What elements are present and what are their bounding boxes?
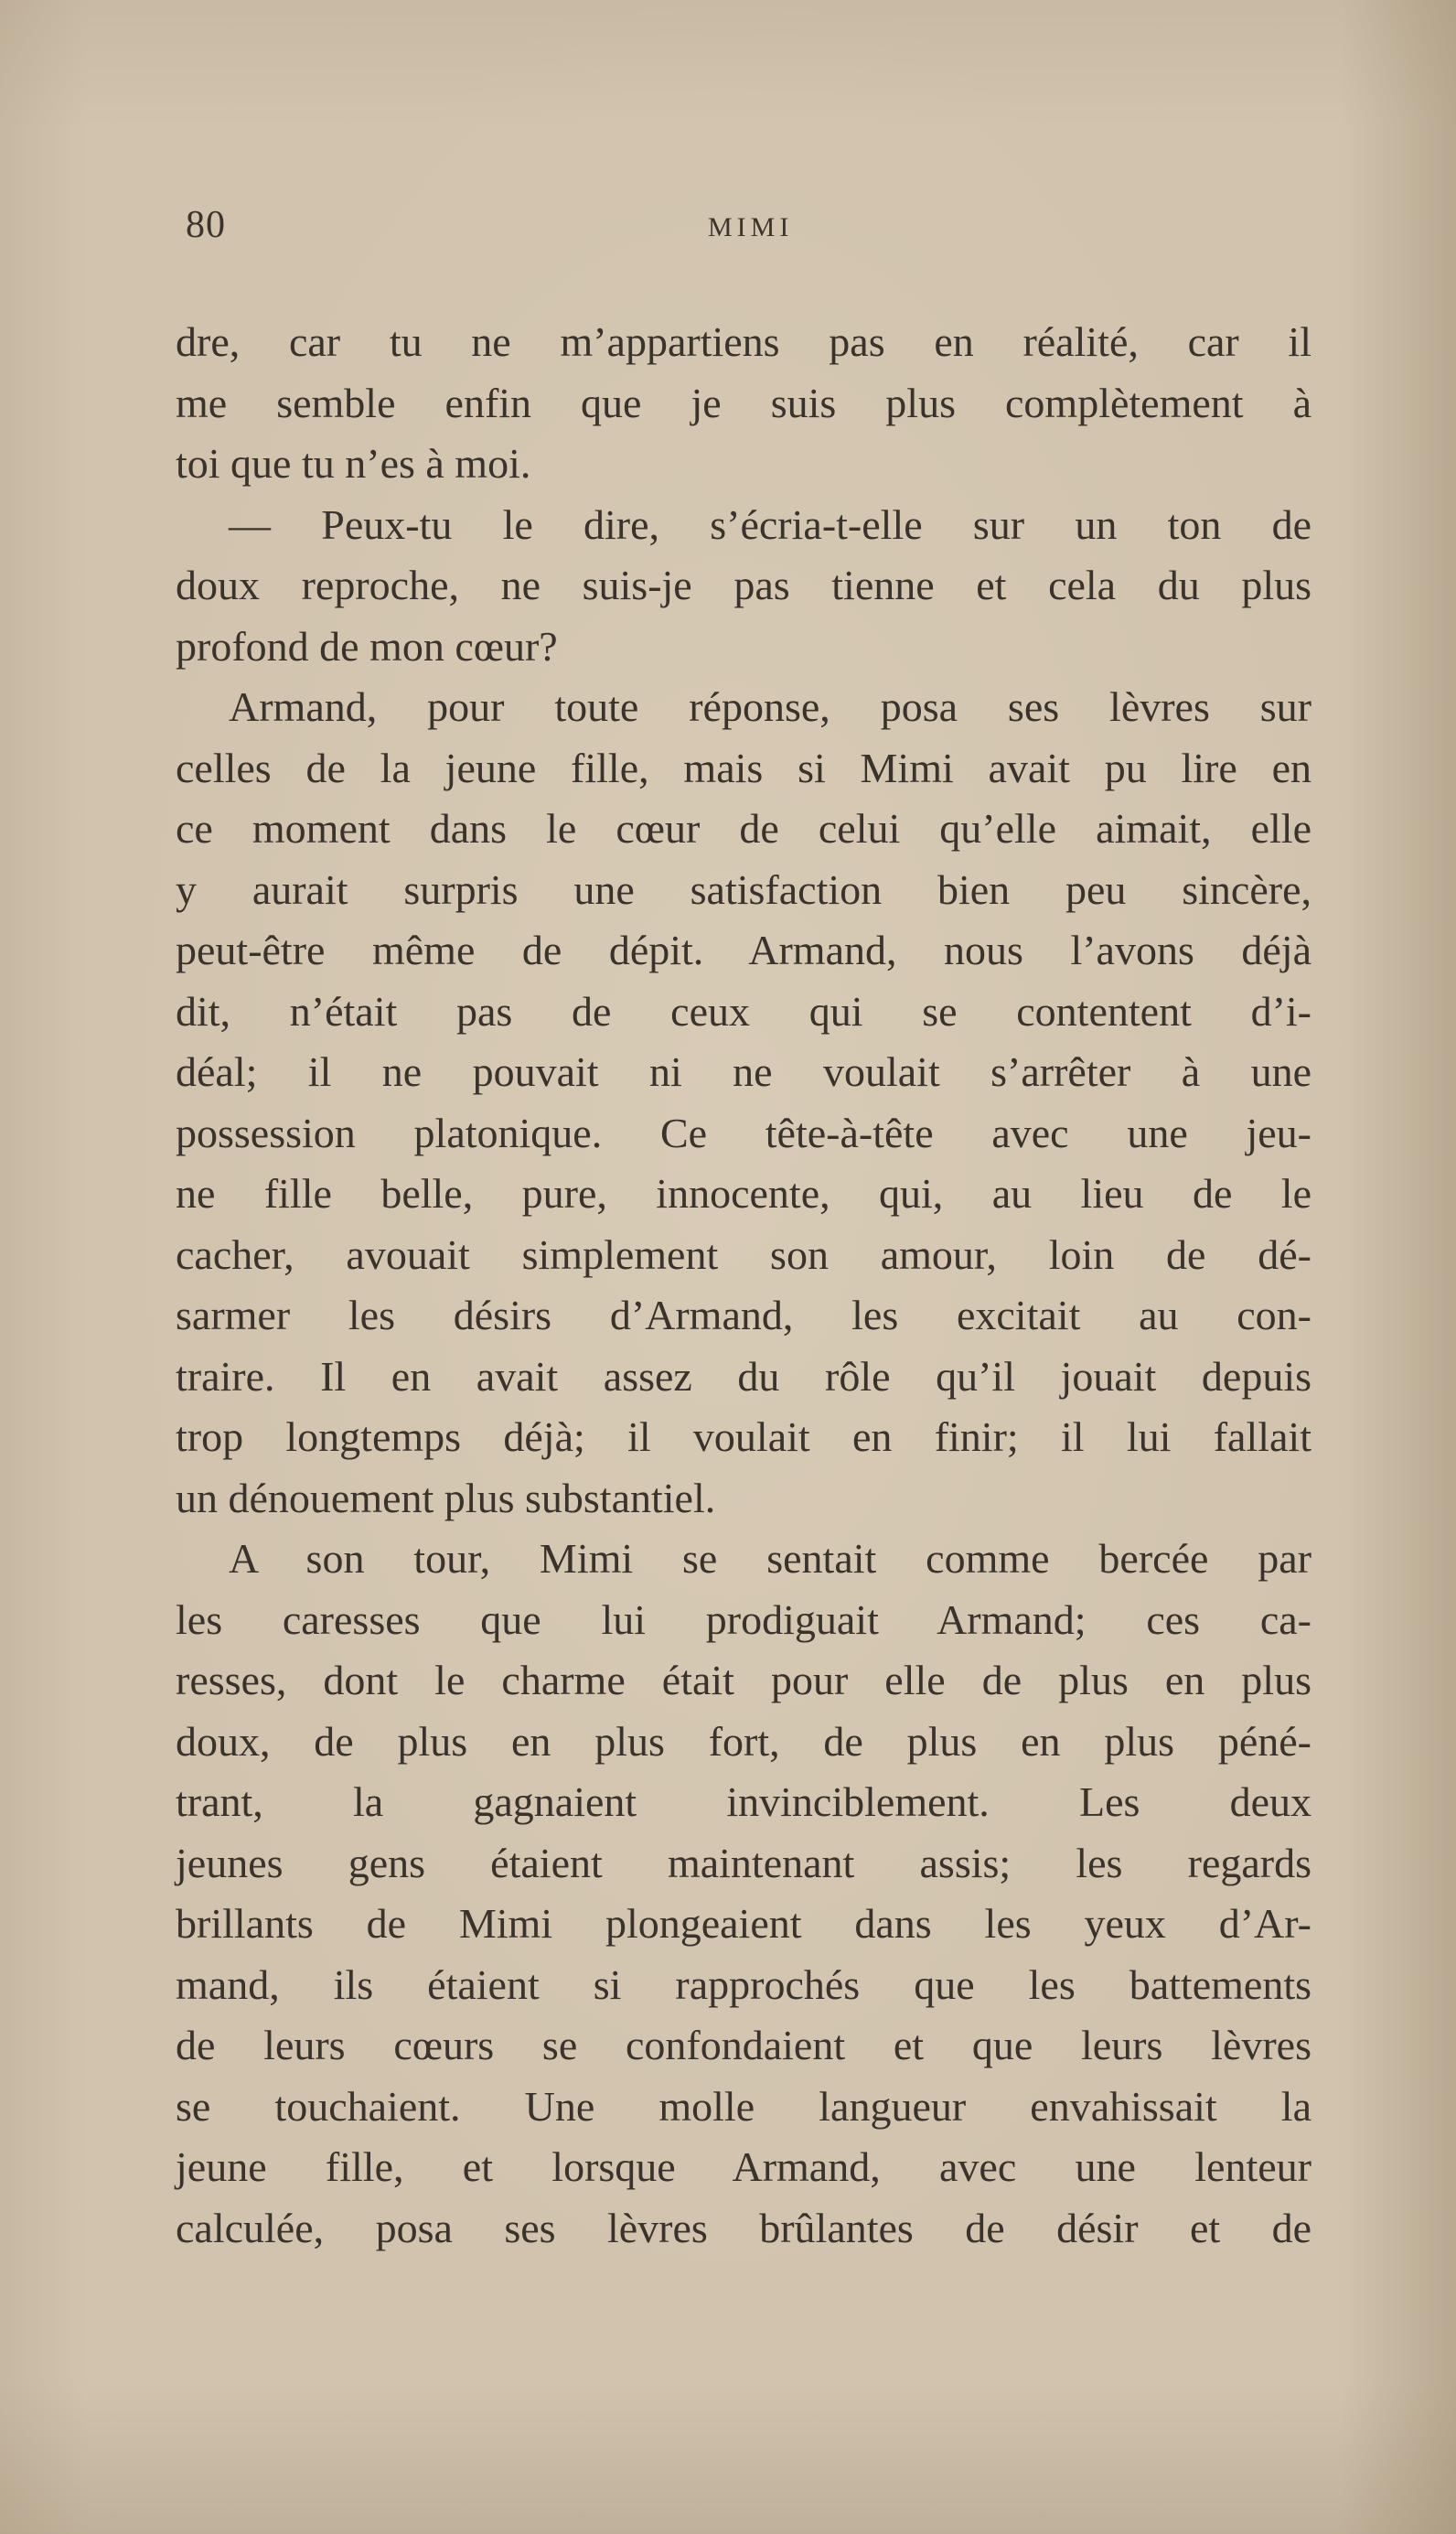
text-line: déal; il ne pouvait ni ne voulait s’arrêter à une [176,1048,1311,1095]
page-number: 80 [186,204,226,246]
text-line: dre, car tu ne m’appartiens pas en réalité, car il [176,318,1311,365]
text-line: sarmer les désirs d’Armand, les excitait au con- [176,1292,1311,1338]
page-header [0,203,1456,258]
text-line: resses, dont le charme était pour elle de plus en plus [176,1657,1311,1703]
text-line: y aurait surpris une satisfaction bien peu sincère, [176,865,1311,913]
text-line: un dénouement plus substantiel. [176,1474,716,1521]
text-line: dit, n’était pas de ceux qui se contentent d’i- [176,987,1311,1035]
body-text [176,312,1311,2259]
text-line: celles de la jeune fille, mais si Mimi avait pu lire en [176,744,1311,791]
text-line: de leurs cœurs se confondaient et que leurs lèvres [176,2022,1311,2068]
text-line: mand, ils étaient si rapprochés que les battements [176,1960,1311,2008]
text-line: trop longtemps déjà; il voulait en finir; il lui fallait [176,1413,1311,1460]
text-line: possession platonique. Ce tête-à-tête avec une jeu- [176,1109,1311,1156]
text-line: ne fille belle, pure, innocente, qui, au lieu de le [176,1170,1311,1217]
text-line: A son tour, Mimi se sentait comme bercée par [229,1535,1311,1582]
text-line: cacher, avouait simplement son amour, loin de dé- [176,1230,1311,1278]
text-line: ce moment dans le cœur de celui qu’elle aimait, elle [176,805,1311,852]
text-line: — Peux-tu le dire, s’écria-t-elle sur un ton de [229,500,1311,548]
text-line: brillants de Mimi plongeaient dans les yeux d’Ar- [176,1900,1311,1947]
text-line: profond de mon cœur? [176,622,558,670]
text-line: se touchaient. Une molle langueur envahissait la [176,2082,1311,2130]
text-line: toi que tu n’es à moi. [176,440,531,487]
text-line: les caresses que lui prodiguait Armand; ces ca- [176,1595,1311,1643]
text-line: trant, la gagnaient invinciblement. Les deux [176,1778,1311,1825]
text-line: me semble enfin que je suis plus complètement à [176,379,1311,426]
text-line: doux, de plus en plus fort, de plus en plus péné- [176,1717,1311,1765]
text-line: jeunes gens étaient maintenant assis; les regards [176,1839,1311,1886]
text-line: peut-être même de dépit. Armand, nous l’avons déjà [176,927,1311,973]
running-head: MIMI [708,212,794,242]
text-line: doux reproche, ne suis-je pas tienne et cela du plus [176,562,1311,608]
text-line: traire. Il en avait assez du rôle qu’il jouait depuis [176,1352,1311,1400]
text-line: jeune fille, et lorsque Armand, avec une lenteur [176,2143,1311,2190]
text-line: Armand, pour toute réponse, posa ses lèvres sur [229,683,1311,730]
text-line: calculée, posa ses lèvres brûlantes de désir et de [176,2204,1311,2251]
